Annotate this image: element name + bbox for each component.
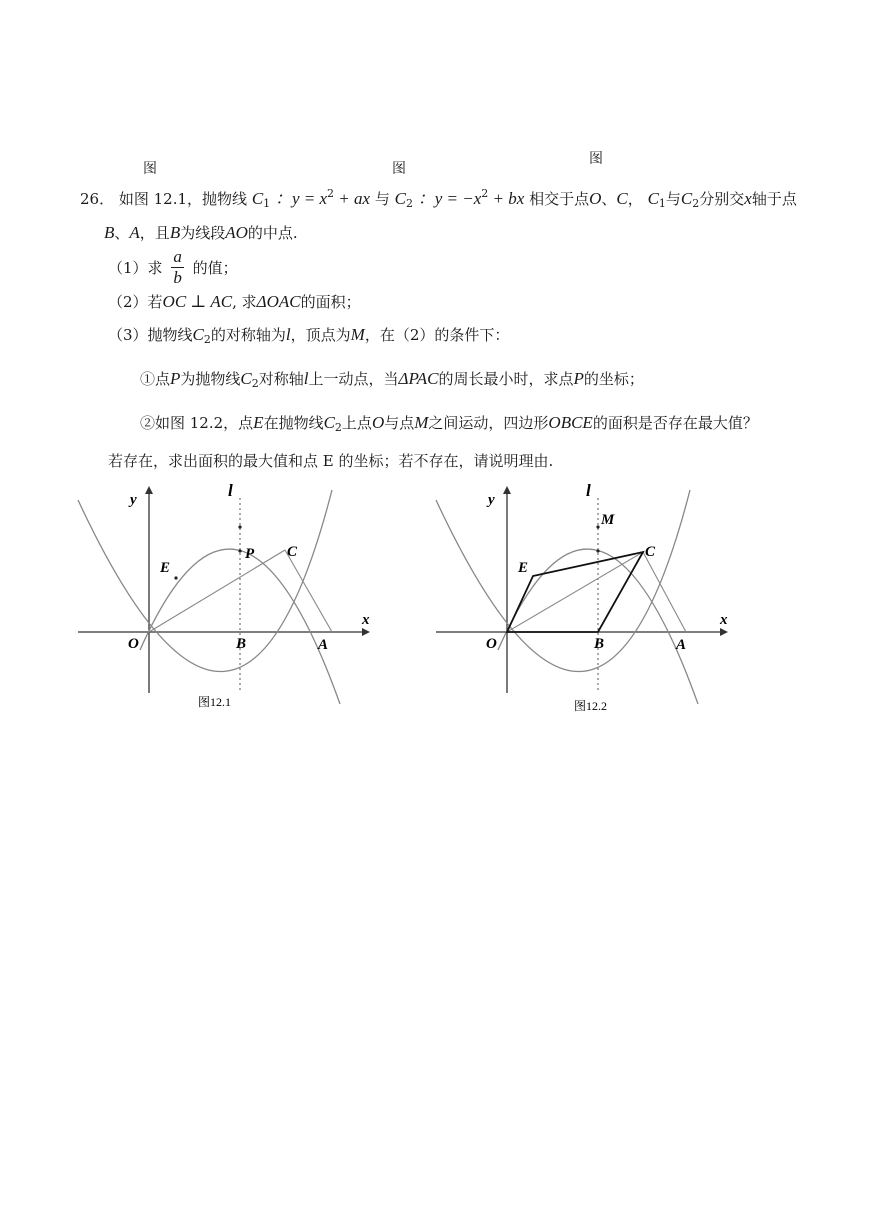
x-axis-arrow: [720, 628, 728, 636]
question-3-2-line-2: 若存在，求出面积的最大值和点 E 的坐标；若不存在，请说明理由.: [108, 452, 554, 470]
point-e: [174, 576, 177, 579]
label-c: C: [645, 544, 656, 560]
y-axis-arrow: [503, 486, 511, 494]
label-x: x: [720, 612, 728, 628]
figure-12-1: [70, 478, 370, 728]
label-a: A: [318, 637, 329, 653]
question-3-1: ①点P为抛物线$C_2$对称轴l上一动点，当ΔPAC的周长最小时，求点P的坐标；: [140, 369, 644, 390]
label-o: O: [486, 636, 497, 652]
axis-point: [596, 549, 599, 552]
problem-number: 26．: [80, 190, 115, 208]
label-b: B: [236, 636, 247, 652]
label-c: C: [287, 544, 298, 560]
header-label-2: 图: [392, 161, 406, 177]
label-b: B: [594, 636, 605, 652]
question-3-2: ②如图 12.2，点E在抛物线$C_2$上点O与点M之间运动，四边形OBCE的面积是否存在最大值？: [140, 413, 758, 434]
figure-12-2-caption: 图12.2: [574, 699, 608, 713]
label-y: y: [130, 492, 137, 508]
label-m: M: [601, 512, 615, 528]
question-1: （1）求 $\frac{a}{b}$ 的值；: [108, 247, 238, 287]
figure-12-1-caption: 图12.1: [198, 695, 232, 709]
label-l: l: [586, 481, 591, 500]
problem-line-1: 26． 如图 12.1，抛物线 $C_1$ ：$y = x^2$ + ax 与 $C_2$ ：$y = -x^2$ + bx 相交于点O、C， $C_1$与$C_2$分别交x轴于点: [80, 187, 797, 210]
parabola-c1: [436, 490, 690, 672]
point-m: [596, 525, 599, 528]
y-axis-arrow: [145, 486, 153, 494]
label-a: A: [676, 637, 687, 653]
question-2: （2）若OC ⊥ AC, 求ΔOAC的面积；: [108, 292, 361, 311]
label-e: E: [518, 560, 529, 576]
label-o: O: [128, 636, 139, 652]
fraction-a-over-b: $\frac{a}{b}$: [173, 247, 182, 287]
vertex-point: [238, 525, 241, 528]
label-e: E: [160, 560, 171, 576]
label-y: y: [488, 492, 495, 508]
header-label-1: 图: [143, 161, 157, 177]
point-p: [238, 549, 241, 552]
segment-ca: [643, 552, 686, 632]
problem-line-2: B、A，且B为线段AO的中点.: [104, 223, 298, 242]
header-label-3: 图: [589, 151, 603, 167]
parabola-c1: [78, 490, 332, 672]
x-axis-arrow: [362, 628, 370, 636]
segment-bc-inner: [600, 556, 641, 628]
figure-12-2: [428, 478, 738, 728]
label-x: x: [362, 612, 370, 628]
segment-ca: [285, 550, 332, 632]
label-l: l: [228, 481, 233, 500]
question-3: （3）抛物线$C_2$的对称轴为l，顶点为M，在（2）的条件下：: [108, 325, 510, 346]
label-p: P: [245, 546, 255, 562]
